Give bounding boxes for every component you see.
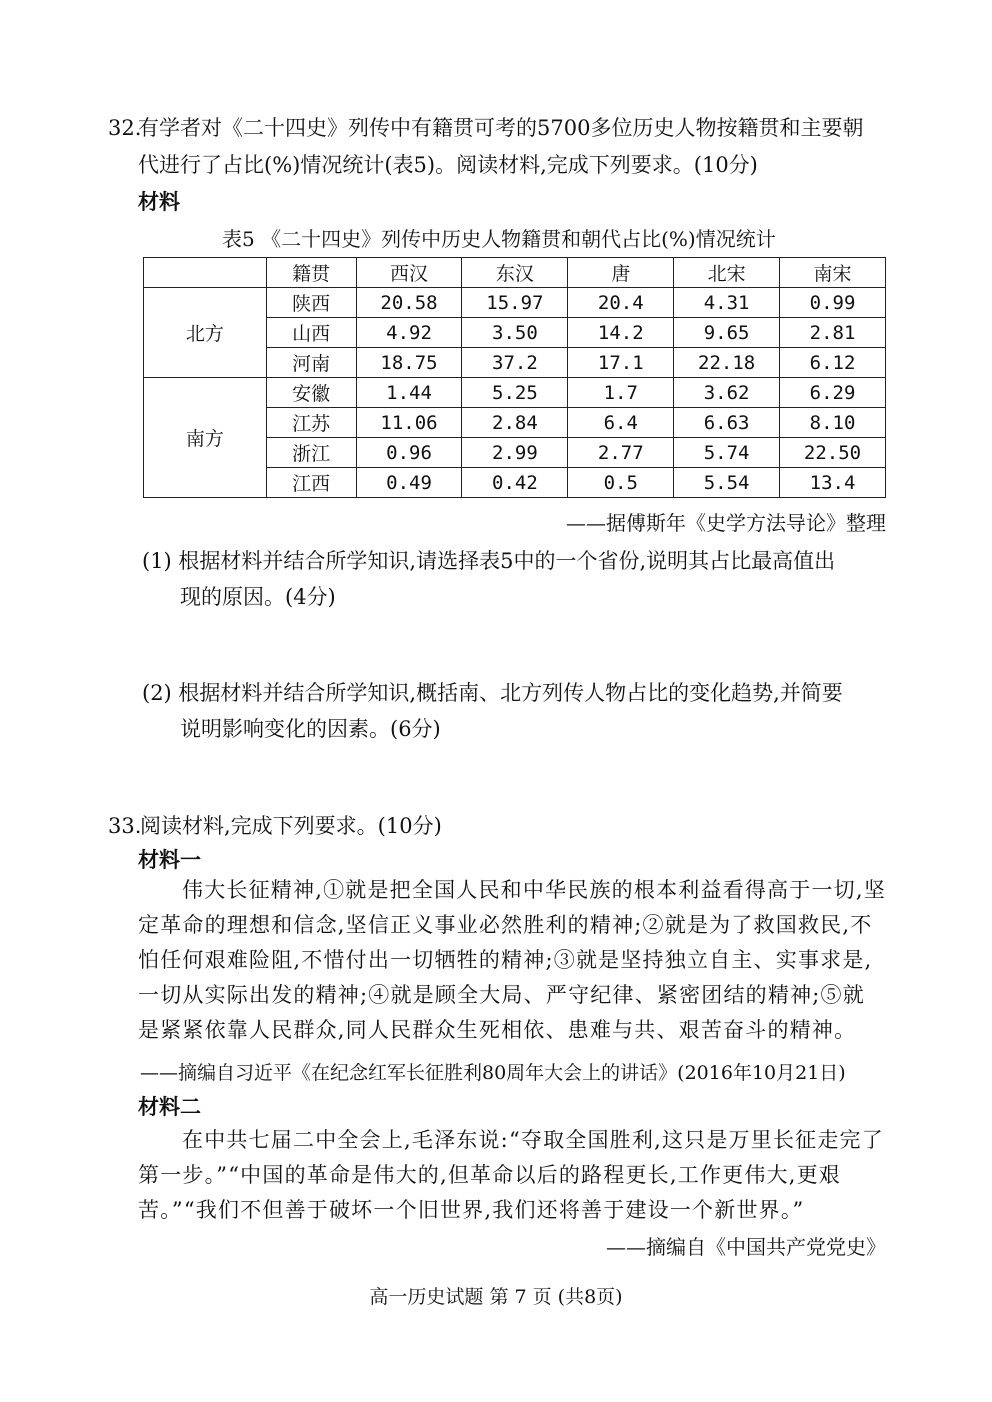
page-footer: 高一历史试题 第 7 页 (共8页) bbox=[369, 1286, 623, 1308]
table-row bbox=[144, 288, 886, 318]
value-cell: 2.99 bbox=[462, 438, 568, 468]
province-cell: 浙江 bbox=[266, 438, 356, 468]
region-cell-north: 北方 bbox=[144, 288, 267, 378]
sub-question-2-line2: 说明影响变化的因素。(6分) bbox=[180, 717, 441, 741]
value-cell: 2.77 bbox=[568, 438, 674, 468]
table-header-row bbox=[144, 258, 886, 288]
value-cell: 17.1 bbox=[568, 348, 674, 378]
header-cell: 唐 bbox=[568, 258, 674, 288]
value-cell: 2.81 bbox=[780, 318, 886, 348]
province-cell: 山西 bbox=[266, 318, 356, 348]
value-cell: 3.62 bbox=[674, 378, 780, 408]
value-cell: 0.99 bbox=[780, 288, 886, 318]
value-cell: 0.42 bbox=[462, 468, 568, 498]
table-source: ——据傅斯年《史学方法导论》整理 bbox=[566, 511, 886, 535]
header-cell: 籍贯 bbox=[266, 258, 356, 288]
value-cell: 15.97 bbox=[462, 288, 568, 318]
value-cell: 22.18 bbox=[674, 348, 780, 378]
value-cell: 6.63 bbox=[674, 408, 780, 438]
sub-question-2-line1: (2) 根据材料并结合所学知识,概括南、北方列传人物占比的变化趋势,并简要 bbox=[142, 681, 843, 705]
sub-question-1-line1: (1) 根据材料并结合所学知识,请选择表5中的一个省份,说明其占比最高值出 bbox=[142, 549, 836, 573]
question-32-stem-line1: 有学者对《二十四史》列传中有籍贯可考的5700多位历史人物按籍贯和主要朝 bbox=[138, 116, 864, 140]
value-cell: 22.50 bbox=[780, 438, 886, 468]
value-cell: 4.31 bbox=[674, 288, 780, 318]
question-33-stem: 阅读材料,完成下列要求。(10分) bbox=[140, 814, 442, 838]
table-row bbox=[144, 378, 886, 408]
value-cell: 3.50 bbox=[462, 318, 568, 348]
value-cell: 20.58 bbox=[356, 288, 462, 318]
value-cell: 2.84 bbox=[462, 408, 568, 438]
value-cell: 1.7 bbox=[568, 378, 674, 408]
question-33-number: 33. bbox=[108, 814, 142, 838]
value-cell: 1.44 bbox=[356, 378, 462, 408]
value-cell: 18.75 bbox=[356, 348, 462, 378]
table-caption: 表5 《二十四史》列传中历史人物籍贯和朝代占比(%)情况统计 bbox=[222, 227, 776, 251]
province-cell: 江苏 bbox=[266, 408, 356, 438]
question-32-number: 32. bbox=[108, 116, 142, 140]
value-cell: 6.29 bbox=[780, 378, 886, 408]
value-cell: 14.2 bbox=[568, 318, 674, 348]
material-1-text: 伟大长征精神,①就是把全国人民和中华民族的根本利益看得高于一切,坚定革命的理想和信念,坚信正义事业必然胜利的精神;②就是为了救国救民,不怕任何艰难险阻,不惜付出一切牺牲的精神;③就是坚持独立自主、实事求是,一切从实际出发的精神;④就是顾全大局、严守纪律、紧密团结的精神;⑤就是紧紧依靠人民群众,同人民群众生死相依、患难与共、艰苦奋斗的精神。 bbox=[138, 878, 886, 1042]
question-32-stem-line2: 代进行了占比(%)情况统计(表5)。阅读材料,完成下列要求。(10分) bbox=[138, 153, 758, 177]
value-cell: 5.25 bbox=[462, 378, 568, 408]
statistics-table bbox=[143, 257, 886, 498]
material-label: 材料 bbox=[138, 189, 180, 214]
material-2-source: ——摘编自《中国共产党党史》 bbox=[606, 1235, 886, 1259]
value-cell: 9.65 bbox=[674, 318, 780, 348]
header-cell: 北宋 bbox=[674, 258, 780, 288]
province-cell: 陕西 bbox=[266, 288, 356, 318]
value-cell: 11.06 bbox=[356, 408, 462, 438]
value-cell: 0.49 bbox=[356, 468, 462, 498]
value-cell: 5.54 bbox=[674, 468, 780, 498]
sub-question-1-line2: 现的原因。(4分) bbox=[180, 585, 336, 609]
header-cell: 南宋 bbox=[780, 258, 886, 288]
value-cell: 8.10 bbox=[780, 408, 886, 438]
material-2-label: 材料二 bbox=[138, 1094, 201, 1119]
material-2-text: 在中共七届二中全会上,毛泽东说:“夺取全国胜利,这只是万里长征走完了第一步。”“中国的革命是伟大的,但革命以后的路程更长,工作更伟大,更艰苦。”“我们不但善于破坏一个旧世界,我们还将善于建设一个新世界。” bbox=[138, 1128, 884, 1222]
value-cell: 0.96 bbox=[356, 438, 462, 468]
province-cell: 江西 bbox=[266, 468, 356, 498]
value-cell: 37.2 bbox=[462, 348, 568, 378]
material-1-label: 材料一 bbox=[138, 847, 201, 872]
province-cell: 安徽 bbox=[266, 378, 356, 408]
header-cell: 西汉 bbox=[356, 258, 462, 288]
value-cell: 4.92 bbox=[356, 318, 462, 348]
value-cell: 13.4 bbox=[780, 468, 886, 498]
value-cell: 6.4 bbox=[568, 408, 674, 438]
region-cell-south: 南方 bbox=[144, 378, 267, 498]
value-cell: 20.4 bbox=[568, 288, 674, 318]
value-cell: 0.5 bbox=[568, 468, 674, 498]
value-cell: 5.74 bbox=[674, 438, 780, 468]
header-cell: 东汉 bbox=[462, 258, 568, 288]
province-cell: 河南 bbox=[266, 348, 356, 378]
value-cell: 6.12 bbox=[780, 348, 886, 378]
material-1-source: ——摘编自习近平《在纪念红军长征胜利80周年大会上的讲话》(2016年10月21日) bbox=[140, 1062, 846, 1084]
